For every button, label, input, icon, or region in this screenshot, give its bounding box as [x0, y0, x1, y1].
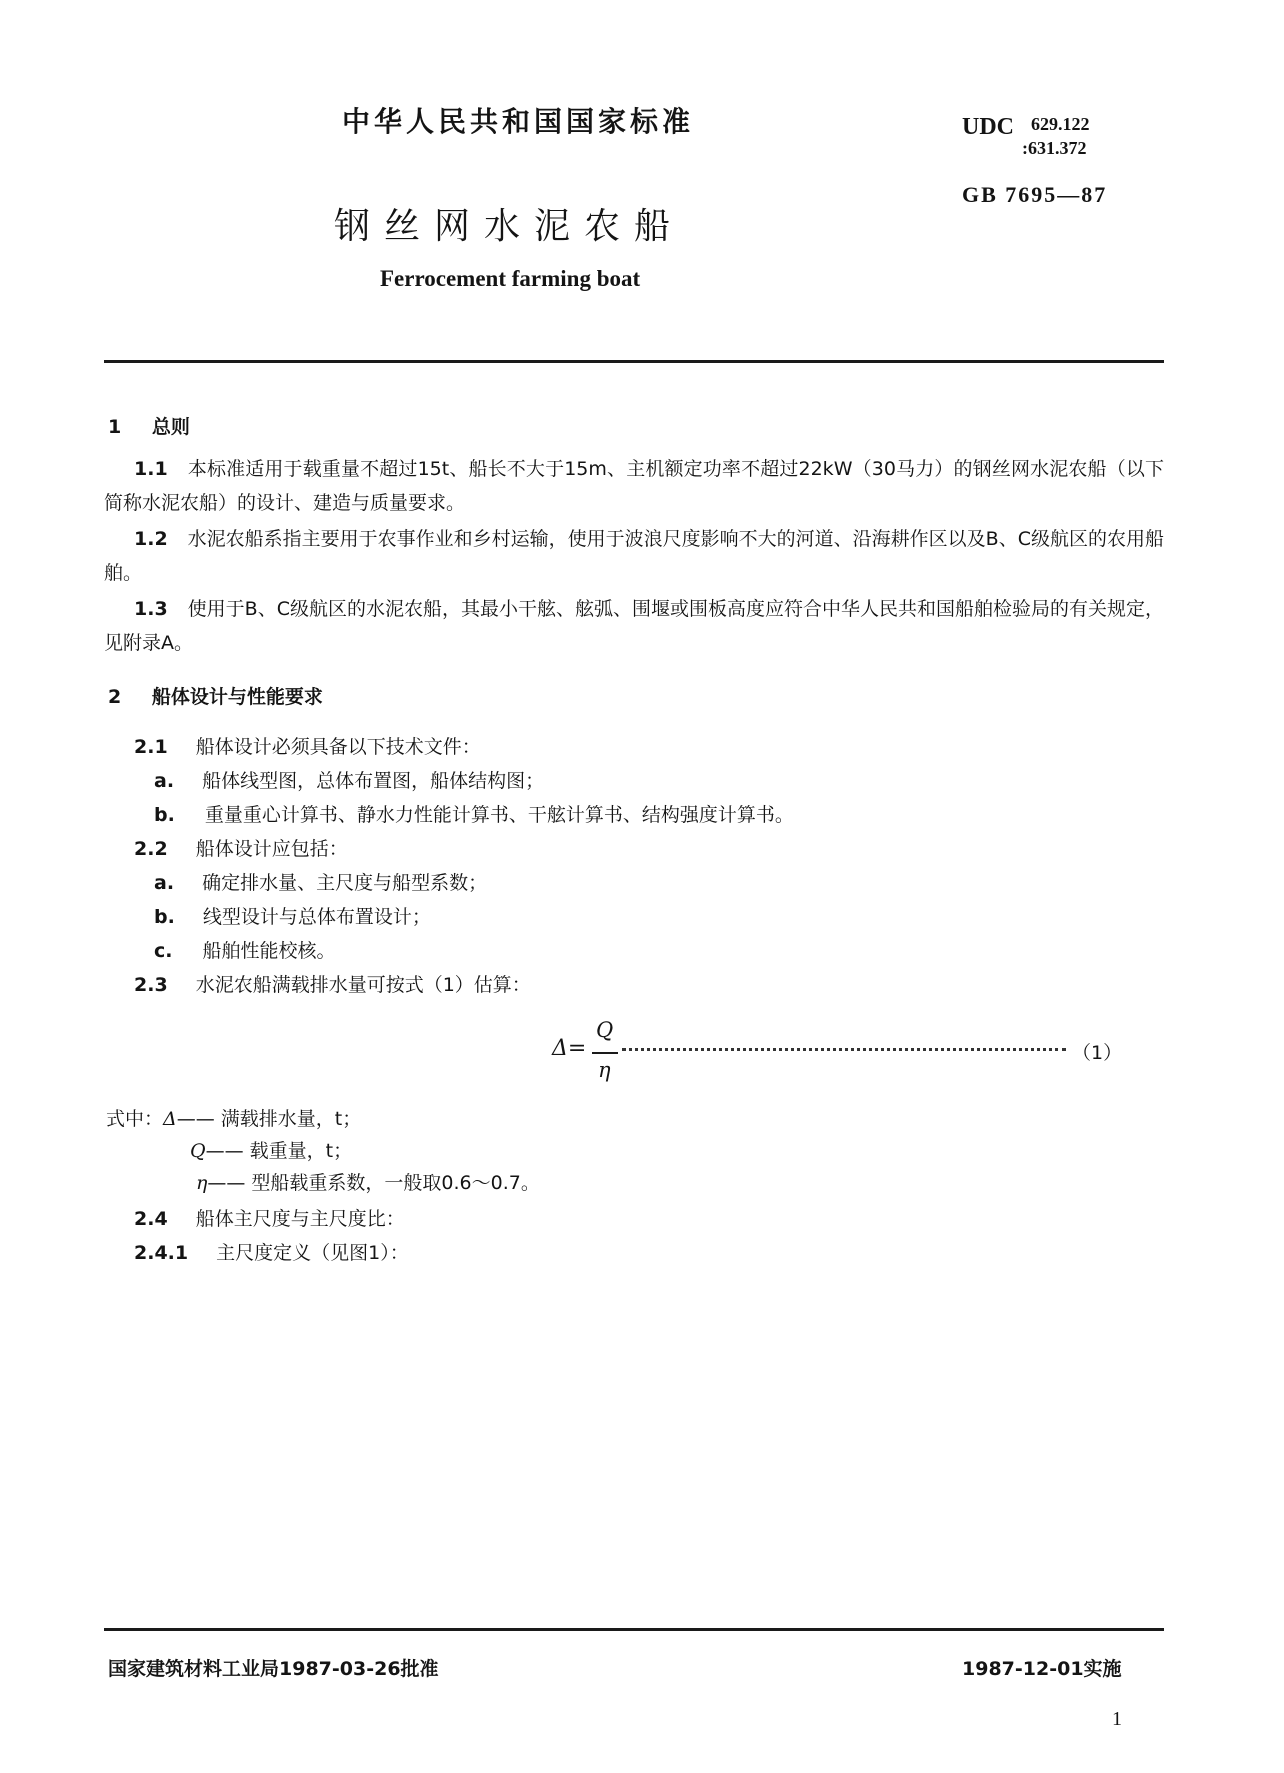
symbol-eta: η	[196, 1172, 208, 1194]
clause-number: 1.3	[134, 598, 168, 620]
list-text: 重量重心计算书、静水力性能计算书、干舷计算书、结构强度计算书。	[204, 804, 794, 826]
list-item-2-2-c	[154, 936, 336, 963]
formula-numerator: Q	[596, 1018, 614, 1042]
approval-line: 国家建筑材料工业局1987-03-26批准	[108, 1658, 439, 1680]
symbol-delta: Δ	[163, 1108, 177, 1130]
symbol-q: Q	[190, 1140, 206, 1162]
section-1-heading	[108, 412, 190, 439]
clause-number: 1.1	[134, 458, 168, 480]
page-number: 1	[1112, 1708, 1122, 1730]
section-2-heading	[108, 682, 323, 709]
document-title-english: Ferrocement farming boat	[380, 266, 641, 291]
footer-divider	[104, 1628, 1164, 1631]
list-item-2-1-b	[154, 800, 794, 827]
udc-label: UDC	[962, 114, 1014, 140]
national-standard-header: 中华人民共和国国家标准	[342, 105, 695, 138]
clause-text: 船体设计必须具备以下技术文件：	[195, 736, 481, 758]
section-2-number: 2	[108, 686, 122, 708]
udc-code-line2: :631.372	[1022, 138, 1087, 158]
udc-code-line1: 629.122	[1031, 114, 1090, 134]
list-item-2-2-a	[154, 868, 487, 895]
where-prefix: 式中：	[106, 1108, 164, 1130]
list-text: 确定排水量、主尺度与船型系数；	[202, 872, 488, 894]
formula-lhs: Δ=	[552, 1036, 587, 1061]
clause-text: 水泥农船满载排水量可按式（1）估算：	[195, 974, 531, 996]
clause-number: 2.4	[134, 1208, 168, 1230]
fraction-bar	[592, 1052, 618, 1054]
section-1-number: 1	[108, 416, 122, 438]
clause-text: 水泥农船系指主要用于农事作业和乡村运输，使用于波浪尺度影响不大的河道、沿海耕作区以及B、C级航区的农用船舶。	[104, 528, 1164, 584]
symbol-description: —— 载重量，t；	[205, 1140, 353, 1162]
symbol-description: —— 满载排水量，t；	[176, 1108, 362, 1130]
list-label: c.	[154, 940, 173, 962]
gb-standard-number: GB 7695—87	[962, 182, 1108, 207]
list-label: a.	[154, 770, 175, 792]
section-1-title: 总则	[151, 416, 190, 438]
clause-number: 2.3	[134, 974, 168, 996]
clause-text: 使用于B、C级航区的水泥农船，其最小干舷、舷弧、围堰或围板高度应符合中华人民共和国船舶检验局的有关规定，见附录A。	[104, 598, 1164, 654]
list-label: b.	[154, 906, 175, 928]
clause-text: 船体主尺度与主尺度比：	[195, 1208, 405, 1230]
where-line-2	[190, 1136, 352, 1163]
clause-2-1	[134, 732, 481, 759]
list-item-2-2-b	[154, 902, 431, 929]
clause-2-2	[134, 834, 348, 861]
clause-number: 2.4.1	[134, 1242, 189, 1264]
clause-number: 1.2	[134, 528, 168, 550]
clause-1-2	[104, 522, 1164, 590]
clause-number: 2.2	[134, 838, 168, 860]
formula-denominator: η	[598, 1058, 611, 1082]
clause-text: 主尺度定义（见图1）：	[216, 1242, 409, 1264]
formula-dot-leader	[622, 1048, 1066, 1051]
header-divider	[104, 360, 1164, 363]
list-item-2-1-a	[154, 766, 544, 793]
where-line-3	[196, 1168, 540, 1195]
where-line-1	[106, 1104, 361, 1131]
list-label: a.	[154, 872, 175, 894]
section-2-title: 船体设计与性能要求	[151, 686, 323, 708]
formula-number: （1）	[1072, 1042, 1123, 1064]
clause-text: 本标准适用于载重量不超过15t、船长不大于15m、主机额定功率不超过22kW（30马力）的钢丝网水泥农船（以下简称水泥农船）的设计、建造与质量要求。	[104, 458, 1164, 514]
symbol-description: —— 型船载重系数，一般取0.6～0.7。	[207, 1172, 540, 1194]
list-label: b.	[154, 804, 175, 826]
list-text: 船舶性能校核。	[202, 940, 336, 962]
list-text: 船体线型图，总体布置图，船体结构图；	[202, 770, 545, 792]
clause-text: 船体设计应包括：	[195, 838, 348, 860]
clause-number: 2.1	[134, 736, 168, 758]
list-text: 线型设计与总体布置设计；	[202, 906, 431, 928]
clause-1-1	[104, 452, 1164, 520]
implementation-date: 1987-12-01实施	[962, 1658, 1122, 1680]
clause-1-3	[104, 592, 1164, 660]
clause-2-4-1	[134, 1238, 409, 1265]
clause-2-4	[134, 1204, 405, 1231]
clause-2-3	[134, 970, 531, 997]
document-title-chinese: 钢丝网水泥农船	[334, 206, 685, 247]
